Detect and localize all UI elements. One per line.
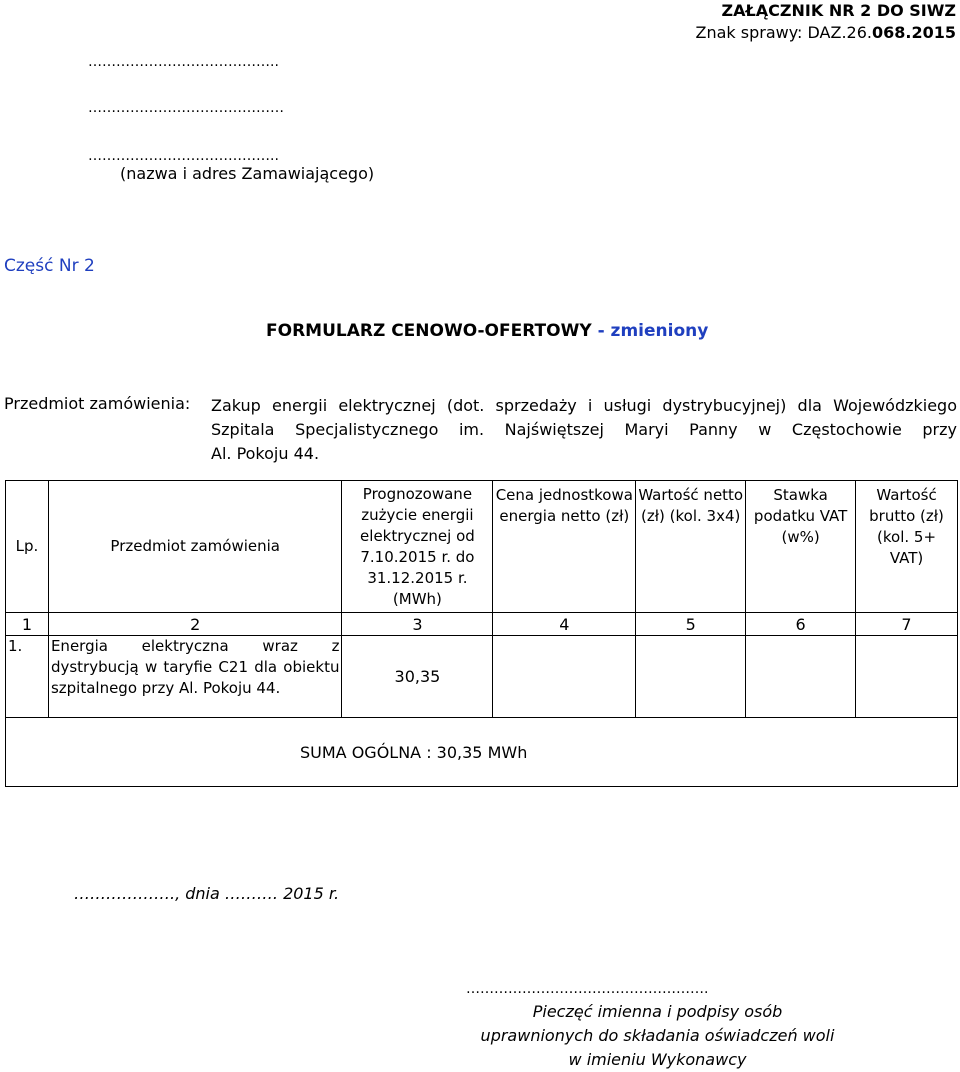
case-number-bold: 068.2015 xyxy=(871,23,956,42)
table-header-row xyxy=(6,481,958,613)
row-lp: 1. xyxy=(6,636,49,718)
subject-label: Przedmiot zamówienia: xyxy=(4,394,191,413)
signature-dots: ……………………………………………. xyxy=(466,981,709,997)
address-label: (nazwa i adres Zamawiającego) xyxy=(120,164,375,183)
header-unit-price: Cena jednostkowa energia netto (zł) xyxy=(493,481,636,613)
col-number: 2 xyxy=(48,613,342,636)
subject-line-3: Al. Pokoju 44. xyxy=(211,444,320,463)
address-dots-2: …………………………………… xyxy=(88,100,284,116)
date-line: ………………., dnia ………. 2015 r. xyxy=(74,884,340,903)
col-number: 4 xyxy=(493,613,636,636)
col-number: 6 xyxy=(746,613,856,636)
header-lp: Lp. xyxy=(6,481,49,613)
col-number: 3 xyxy=(342,613,493,636)
table-row xyxy=(6,636,958,718)
address-dots-1: ………………………………….. xyxy=(88,54,279,70)
row-vat-rate[interactable] xyxy=(746,636,856,718)
col-number: 5 xyxy=(636,613,746,636)
row-unit-price[interactable] xyxy=(493,636,636,718)
sum-total: SUMA OGÓLNA : 30,35 MWh xyxy=(6,718,958,787)
signature-line-3: w imieniu Wykonawcy xyxy=(568,1050,747,1069)
form-title xyxy=(266,321,708,341)
row-quantity: 30,35 xyxy=(342,636,493,718)
case-prefix: Znak sprawy: DAZ.26. xyxy=(695,23,872,42)
signature-block xyxy=(460,1000,855,1072)
row-subject: Energia elektryczna wraz z dystrybucją w taryfie C21 dla obiektu szpitalnego przy Al. Pokoju 44. xyxy=(48,636,342,718)
header-gross-value: Wartość brutto (zł) (kol. 5+ VAT) xyxy=(856,481,958,613)
sum-row xyxy=(6,718,958,787)
attachment-title: ZAŁĄCZNIK NR 2 DO SIWZ xyxy=(721,1,956,20)
column-number-row xyxy=(6,613,958,636)
case-number xyxy=(696,22,957,44)
form-title-main: FORMULARZ CENOWO-OFERTOWY xyxy=(266,321,592,341)
col-number: 1 xyxy=(6,613,49,636)
part-heading: Część Nr 2 xyxy=(4,256,95,276)
signature-line-1: Pieczęć imienna i podpisy osób xyxy=(532,1002,783,1021)
header-vat-rate: Stawka podatku VAT (w%) xyxy=(746,481,856,613)
address-dots-3: ………………………………….. xyxy=(88,148,279,164)
header-quantity: Prognozowane zużycie energii elektrycznej od 7.10.2015 r. do 31.12.2015 r. (MWh) xyxy=(342,481,493,613)
col-number: 7 xyxy=(856,613,958,636)
form-title-suffix: - zmieniony xyxy=(597,321,709,341)
row-net-value[interactable] xyxy=(636,636,746,718)
header-net-value: Wartość netto (zł) (kol. 3x4) xyxy=(636,481,746,613)
subject-line-2: Szpitala Specjalistycznego im. Najświętszej Maryi Panny w Częstochowie przy xyxy=(211,420,957,439)
header-subject: Przedmiot zamówienia xyxy=(48,481,342,613)
subject-line-1: Zakup energii elektrycznej (dot. sprzedaży i usługi dystrybucyjnej) dla Wojewódzkiego xyxy=(211,396,957,415)
attachment-header xyxy=(696,0,957,44)
row-gross-value[interactable] xyxy=(856,636,958,718)
subject-description xyxy=(211,394,957,466)
price-table xyxy=(5,480,958,787)
signature-line-2: uprawnionych do składania oświadczeń woli xyxy=(480,1026,835,1045)
